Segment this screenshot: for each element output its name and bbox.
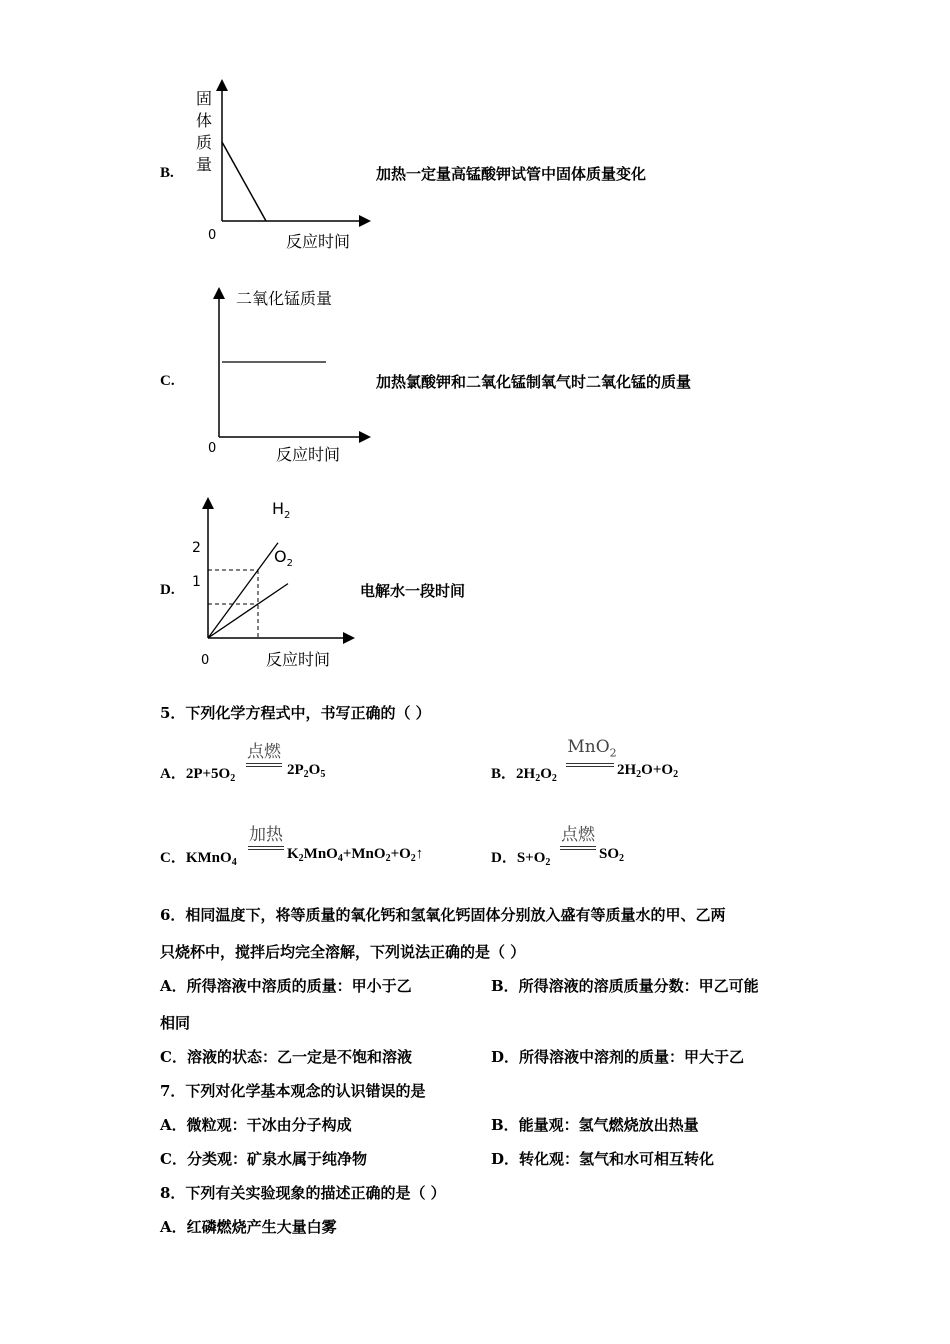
y-label-char-4: 量 [196, 155, 213, 174]
option-letter-c: C. [160, 373, 175, 389]
q6-option-b-cont: 相同 [160, 1014, 191, 1032]
q5-option-c: C．KMnO$_4$ [160, 850, 237, 868]
q5d-product: $SO_2$ [599, 846, 625, 864]
h2-line [208, 543, 278, 638]
q5-option-d: D．$S+O_2$ [491, 850, 551, 868]
q7-option-a: A．微粒观：干冰由分子构成 [160, 1116, 352, 1134]
equals-sign [246, 763, 282, 767]
equals-sign [566, 763, 614, 767]
o2-line [208, 584, 288, 638]
equals-sign [560, 846, 596, 850]
y-label-char-2: 体 [196, 111, 213, 130]
y-tick-1: 1 [192, 574, 201, 590]
question-6-stem-line1: 6．相同温度下，将等质量的氧化钙和氢氧化钙固体分别放入盛有等质量水的甲、乙两 [160, 906, 726, 924]
q7-option-c: C．分类观：矿泉水属于纯净物 [160, 1150, 367, 1168]
q7-option-b: B．能量观：氢气燃烧放出热量 [491, 1116, 699, 1134]
chart-c [180, 282, 380, 467]
q5-option-b: B．$2H_2O_2$ [491, 766, 557, 784]
q5d-condition: 点燃 [561, 825, 595, 845]
q5b-condition: MnO$_2$ [567, 737, 617, 760]
origin-label: 0 [208, 441, 217, 456]
option-letter-b: B. [160, 165, 174, 181]
y-label-char-1: 固 [196, 89, 213, 108]
y-axis-label: 二氧化锰质量 [236, 289, 333, 308]
option-c-description: 加热氯酸钾和二氧化锰制氧气时二氧化锰的质量 [376, 373, 692, 391]
option-letter-d: D. [160, 582, 175, 598]
q5b-product: $2H_2O+O_2$ [617, 762, 679, 780]
option-letter: D． [491, 850, 517, 866]
option-letter: A． [160, 766, 186, 782]
option-letter: B． [491, 766, 517, 782]
q6-option-c: C．溶液的状态：乙一定是不饱和溶液 [160, 1048, 412, 1066]
q6-option-b: B．所得溶液的溶质质量分数：甲乙可能 [491, 977, 759, 995]
x-axis-label: 反应时间 [276, 445, 341, 464]
q6-option-d: D．所得溶液中溶剂的质量：甲大于乙 [491, 1048, 745, 1066]
question-5-stem: 5．下列化学方程式中，书写正确的（ ） [160, 704, 431, 722]
q6-option-a: A．所得溶液中溶质的质量：甲小于乙 [160, 977, 412, 995]
option-letter: C． [160, 850, 186, 866]
question-7-stem: 7．下列对化学基本观念的认识错误的是 [160, 1082, 426, 1100]
option-b-description: 加热一定量高锰酸钾试管中固体质量变化 [376, 165, 647, 183]
equals-sign [248, 846, 284, 850]
chart-b [180, 72, 380, 257]
solid-mass-line [222, 142, 266, 221]
q5a-condition: 点燃 [247, 742, 281, 762]
q5-option-a: A．$2P+5O_2$ [160, 766, 236, 784]
q5c-condition: 加热 [249, 825, 283, 845]
x-axis-label: 反应时间 [266, 650, 331, 669]
chart-d [180, 492, 380, 677]
y-label-char-3: 质 [196, 133, 213, 152]
q8-option-a: A．红磷燃烧产生大量白雾 [160, 1218, 337, 1236]
option-d-description: 电解水一段时间 [360, 582, 466, 600]
origin-label: 0 [208, 228, 217, 243]
y-tick-2: 2 [192, 540, 201, 556]
x-axis-label: 反应时间 [286, 232, 351, 251]
question-8-stem: 8．下列有关实验现象的描述正确的是（ ） [160, 1184, 446, 1202]
origin-label: 0 [201, 653, 210, 668]
o2-label: $O_2$ [274, 547, 293, 569]
q5a-product: $2P_2O_5$ [287, 762, 326, 780]
q7-option-d: D．转化观：氢气和水可相互转化 [491, 1150, 715, 1168]
q5c-product: $K_2MnO_4+MnO_2+O_2↑$ [287, 846, 424, 864]
question-6-stem-line2: 只烧杯中，搅拌后均完全溶解，下列说法正确的是（ ） [160, 943, 526, 961]
h2-label: $H_2$ [272, 499, 291, 521]
